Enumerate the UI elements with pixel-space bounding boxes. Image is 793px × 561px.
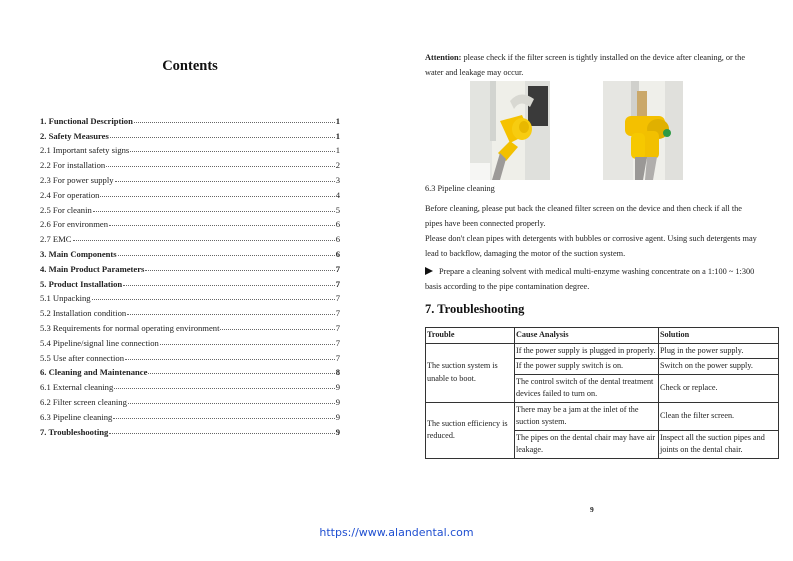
header-cause-analysis: Cause Analysis: [515, 328, 659, 344]
cause-cell: The control switch of the dental treatment devices failed to turn on.: [515, 374, 659, 402]
toc-dot-leader: [73, 240, 335, 241]
toc-dot-leader: [148, 373, 334, 374]
toc-entry[interactable]: [40, 348, 340, 363]
toc-entry[interactable]: [40, 200, 340, 215]
header-trouble: Trouble: [426, 328, 515, 344]
toc-dot-leader: [110, 137, 335, 138]
pipeline-cleaning-caption: 6.3 Pipeline cleaning: [425, 184, 495, 193]
toc-dot-leader: [114, 388, 334, 389]
toc-entry-page: 5: [335, 204, 340, 215]
trouble-cell: The suction system is unable to boot.: [426, 343, 515, 402]
cause-cell: If the power supply switch is on.: [515, 359, 659, 375]
attention-label: Attention:: [425, 53, 462, 62]
troubleshooting-table: [425, 327, 779, 459]
toc-dot-leader: [115, 181, 335, 182]
toc-entry-page: 6: [335, 234, 340, 245]
toc-dot-leader: [113, 418, 334, 419]
table-row: [426, 402, 779, 430]
toc-entry[interactable]: [40, 170, 340, 185]
page-number: 9: [590, 505, 594, 514]
toc-entry-title: 2. Safety Measures: [40, 130, 109, 141]
arrow-bullet-icon: [425, 267, 433, 275]
toc-entry[interactable]: [40, 229, 340, 244]
toc-entry-page: 7: [335, 322, 340, 333]
toc-entry[interactable]: [40, 155, 340, 170]
toc-entry-title: 4. Main Product Parameters: [40, 263, 145, 274]
toc-entry-title: 5.2 Installation condition: [40, 308, 127, 319]
toc-entry-title: 5.3 Requirements for normal operating environment: [40, 322, 220, 333]
table-row: [426, 343, 779, 359]
table-of-contents: [40, 111, 340, 437]
toc-dot-leader: [220, 329, 334, 330]
contents-page: [40, 0, 340, 470]
cause-cell: If the power supply is plugged in properly.: [515, 343, 659, 359]
toc-dot-leader: [145, 270, 334, 271]
toc-entry-page: 9: [335, 382, 340, 393]
toc-entry[interactable]: [40, 407, 340, 422]
toc-dot-leader: [109, 225, 335, 226]
toc-dot-leader: [93, 211, 335, 212]
toc-entry[interactable]: [40, 289, 340, 304]
toc-entry-page: 8: [335, 367, 340, 378]
toc-entry-title: 2.5 For cleanin: [40, 204, 92, 215]
attention-note: [425, 51, 759, 80]
contents-title: Contents: [162, 58, 218, 74]
toc-entry-title: 6. Cleaning and Maintenance: [40, 367, 148, 378]
solution-cell: Check or replace.: [659, 374, 779, 402]
toc-entry[interactable]: [40, 392, 340, 407]
cleaning-paragraph-1: Before cleaning, please put back the cleaned filter screen on the device and then check if all the pipes have been connected properly.: [425, 204, 742, 228]
toc-entry[interactable]: [40, 215, 340, 230]
solution-cell: Switch on the power supply.: [659, 359, 779, 375]
solution-cell: Plug in the power supply.: [659, 343, 779, 359]
toc-entry-title: 6.1 External cleaning: [40, 382, 114, 393]
toc-dot-leader: [128, 403, 335, 404]
toc-entry-title: 5.5 Use after connection: [40, 352, 124, 363]
toc-entry-title: 5.4 Pipeline/signal line connection: [40, 337, 159, 348]
toc-entry-title: 2.7 EMC: [40, 234, 72, 245]
toc-entry-title: 2.3 For power supply: [40, 174, 114, 185]
toc-entry[interactable]: [40, 244, 340, 259]
toc-entry-page: 3: [335, 174, 340, 185]
toc-entry-page: 7: [335, 293, 340, 304]
toc-entry-title: 6.3 Pipeline cleaning: [40, 411, 113, 422]
toc-entry[interactable]: [40, 111, 340, 126]
toc-dot-leader: [109, 433, 334, 434]
table-header-row: [426, 328, 779, 344]
toc-entry-title: 2.4 For operation: [40, 189, 100, 200]
toc-entry[interactable]: [40, 333, 340, 348]
toc-entry-page: 1: [335, 130, 340, 141]
toc-entry-page: 7: [335, 308, 340, 319]
toc-entry-page: 1: [335, 115, 340, 126]
toc-entry-page: 9: [335, 426, 340, 437]
toc-dot-leader: [123, 285, 334, 286]
cause-cell: There may be a jam at the inlet of the suction system.: [515, 402, 659, 430]
toc-dot-leader: [92, 299, 335, 300]
toc-entry-title: 1. Functional Description: [40, 115, 133, 126]
toc-entry-title: 3. Main Components: [40, 248, 117, 259]
toc-entry-page: 9: [335, 396, 340, 407]
toc-entry-page: 7: [335, 263, 340, 274]
toc-entry-title: 7. Troubleshooting: [40, 426, 109, 437]
filter-screen-photo-1: [470, 81, 550, 180]
cleaning-paragraph-3-text: Prepare a cleaning solvent with medical multi-enzyme washing concentrate on a 1:100 ~ 1:300 basis according to the pipe contamination degree.: [425, 267, 755, 291]
toc-entry[interactable]: [40, 185, 340, 200]
attention-text: please check if the filter screen is tightly installed on the device after cleaning, or the water and leakage may occur.: [425, 53, 746, 77]
troubleshooting-title: 7. Troubleshooting: [425, 302, 525, 316]
website-link[interactable]: https://www.alandental.com: [319, 526, 474, 539]
toc-dot-leader: [106, 166, 335, 167]
header-solution: Solution: [659, 328, 779, 344]
solution-cell: Clean the filter screen.: [659, 402, 779, 430]
toc-entry-title: 6.2 Filter screen cleaning: [40, 396, 127, 407]
toc-dot-leader: [134, 122, 335, 123]
toc-entry[interactable]: [40, 259, 340, 274]
cleaning-paragraph-3: [425, 265, 759, 294]
toc-dot-leader: [125, 359, 335, 360]
toc-dot-leader: [100, 196, 334, 197]
toc-entry[interactable]: [40, 303, 340, 318]
toc-dot-leader: [127, 314, 335, 315]
toc-entry-page: 4: [335, 189, 340, 200]
toc-entry-page: 9: [335, 411, 340, 422]
toc-dot-leader: [160, 344, 335, 345]
toc-entry-title: 5.1 Unpacking: [40, 293, 91, 304]
toc-dot-leader: [118, 255, 335, 256]
toc-entry-title: 2.1 Important safety signs: [40, 145, 130, 156]
solution-cell: Inspect all the suction pipes and joints on the dental chair.: [659, 430, 779, 458]
toc-entry[interactable]: [40, 126, 340, 141]
trouble-cell: The suction efficiency is reduced.: [426, 402, 515, 458]
toc-entry-title: 2.6 For environmen: [40, 219, 109, 230]
toc-entry[interactable]: [40, 318, 340, 333]
toc-entry-page: 7: [335, 337, 340, 348]
toc-entry-title: 2.2 For installation: [40, 160, 106, 171]
filter-screen-photo-2: [603, 81, 683, 180]
toc-entry[interactable]: [40, 422, 340, 437]
toc-entry-page: 1: [335, 145, 340, 156]
cleaning-paragraph-2: Please don't clean pipes with detergents with bubbles or corrosive agent. Using such detergents may lead to backflow, damaging the motor of the suction system.: [425, 234, 757, 258]
toc-entry-page: 7: [335, 352, 340, 363]
toc-entry[interactable]: [40, 274, 340, 289]
toc-entry-page: 6: [335, 219, 340, 230]
toc-entry-page: 6: [335, 248, 340, 259]
toc-entry[interactable]: [40, 363, 340, 378]
cause-cell: The pipes on the dental chair may have air leakage.: [515, 430, 659, 458]
toc-dot-leader: [130, 151, 334, 152]
toc-entry-page: 7: [335, 278, 340, 289]
toc-entry-title: 5. Product Installation: [40, 278, 123, 289]
toc-entry-page: 2: [335, 160, 340, 171]
toc-entry[interactable]: [40, 141, 340, 156]
toc-entry[interactable]: [40, 377, 340, 392]
